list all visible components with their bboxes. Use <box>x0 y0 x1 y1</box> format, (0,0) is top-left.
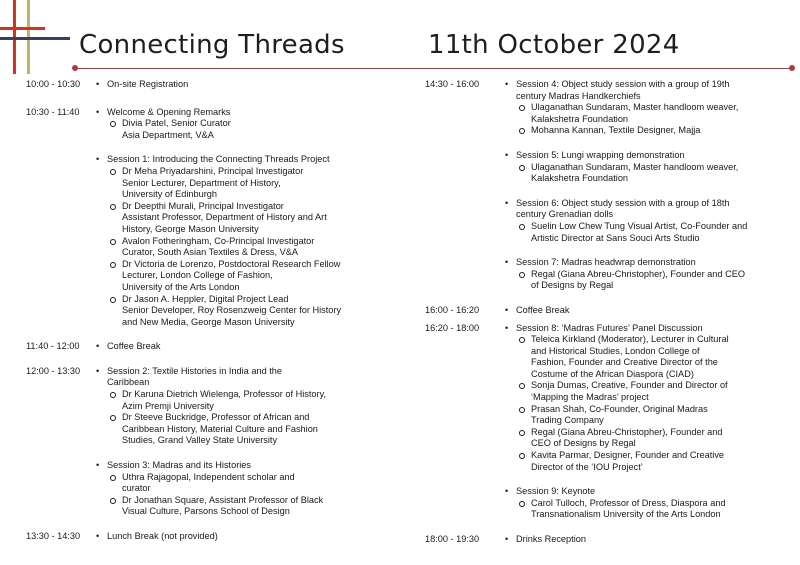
speaker-list <box>505 221 785 244</box>
logo-icon <box>0 0 70 74</box>
speaker-list <box>505 498 785 521</box>
session-title: • Coffee Break <box>96 341 376 353</box>
speaker-list <box>96 389 376 447</box>
schedule-row <box>26 366 376 518</box>
session-list <box>96 531 376 543</box>
session-list <box>505 79 785 292</box>
speaker-item: Carol Tulloch, Professor of Dress, Diaspora and Transnationalism University of the Arts London <box>505 498 785 521</box>
speaker-item: Suelin Low Chew Tung Visual Artist, Co-Founder and Artistic Director at Sans Souci Arts Studio <box>505 221 785 244</box>
speaker-item: Uthra Rajagopal, Independent scholar and curator <box>96 472 376 495</box>
session-title: • Session 6: Object study session with a group of 18th century Grenadian dolls <box>505 198 785 221</box>
session <box>505 198 785 244</box>
session <box>505 305 785 317</box>
speaker-item: Dr Victoria de Lorenzo, Postdoctoral Research Fellow Lecturer, London College of Fashion, University of the Arts London <box>96 259 376 294</box>
schedule-row <box>26 341 376 353</box>
speaker-item: Teleica Kirkland (Moderator), Lecturer in Cultural and Historical Studies, London College of Fashion, Founder and Creative Director of the Costume of the African Diaspora (CIAD) <box>505 334 785 380</box>
session-title: • Session 7: Madras headwrap demonstration <box>505 257 785 269</box>
speaker-list <box>505 162 785 185</box>
session-list <box>505 305 785 317</box>
page-title: Connecting Threads <box>79 30 345 60</box>
session <box>505 79 785 137</box>
speaker-item: Dr Karuna Dietrich Wielenga, Professor of History, Azim Premji University <box>96 389 376 412</box>
speaker-list <box>96 118 376 141</box>
session <box>96 460 376 518</box>
speaker-item: Avalon Fotheringham, Co-Principal Investigator Curator, South Asian Textiles & Dress, V&A <box>96 236 376 259</box>
speaker-item: Prasan Shah, Co-Founder, Original Madras Trading Company <box>505 404 785 427</box>
schedule-row <box>425 305 785 317</box>
session <box>505 257 785 292</box>
time-slot: 16:20 - 18:00 <box>425 322 480 333</box>
session-list <box>96 107 376 329</box>
session-title: • Session 2: Textile Histories in India and the Caribbean <box>96 366 376 389</box>
speaker-item: Sonja Dumas, Creative, Founder and Director of ‘Mapping the Madras’ project <box>505 380 785 403</box>
session-title: • Session 8: ‘Madras Futures’ Panel Discussion <box>505 323 785 335</box>
session-list <box>96 366 376 518</box>
schedule-row <box>425 534 785 546</box>
session <box>96 107 376 142</box>
schedule-row <box>26 107 376 329</box>
speaker-item: Ulaganathan Sundaram, Master handloom weaver, Kalakshetra Foundation <box>505 102 785 125</box>
speaker-list <box>505 102 785 137</box>
session <box>505 486 785 521</box>
session-title: • Session 5: Lungi wrapping demonstration <box>505 150 785 162</box>
divider-dot-right <box>789 65 795 71</box>
speaker-item: Dr Meha Priyadarshini, Principal Investigator Senior Lecturer, Department of History, University of Edinburgh <box>96 166 376 201</box>
time-slot: 13:30 - 14:30 <box>26 531 81 541</box>
speaker-item: Regal (Giana Abreu-Christopher), Founder and CEO of Designs by Regal <box>505 427 785 450</box>
time-slot: 14:30 - 16:00 <box>425 79 480 89</box>
speaker-list <box>96 472 376 518</box>
speaker-list <box>505 269 785 292</box>
session <box>505 534 785 546</box>
speaker-item: Dr Deepthi Murali, Principal Investigator Assistant Professor, Department of History and Art History, George Mason University <box>96 201 376 236</box>
session-list <box>96 341 376 353</box>
session <box>96 366 376 447</box>
speaker-list <box>505 334 785 473</box>
divider-dot-left <box>72 65 78 71</box>
speaker-item: Kavita Parmar, Designer, Founder and Creative Director of the ‘IOU Project’ <box>505 450 785 473</box>
session-title: • On-site Registration <box>96 79 376 91</box>
session-title: • Session 1: Introducing the Connecting Threads Project <box>96 154 376 166</box>
speaker-item: Regal (Giana Abreu-Christopher), Founder and CEO of Designs by Regal <box>505 269 785 292</box>
session-title: • Welcome & Opening Remarks <box>96 107 376 119</box>
session <box>505 323 785 474</box>
schedule-row <box>26 79 376 91</box>
time-slot: 16:00 - 16:20 <box>425 304 480 315</box>
speaker-item: Dr Jonathan Square, Assistant Professor of Black Visual Culture, Parsons School of Design <box>96 495 376 518</box>
speaker-item: Dr Steeve Buckridge, Professor of African and Caribbean History, Material Culture and Fashion Studies, Grand Valley State University <box>96 412 376 447</box>
speaker-item: Mohanna Kannan, Textile Designer, Majja <box>505 125 785 137</box>
header-divider <box>76 68 792 69</box>
time-slot: 10:00 - 10:30 <box>26 79 81 89</box>
session <box>505 150 785 185</box>
session-title: • Drinks Reception <box>505 534 785 546</box>
session-title: • Session 9: Keynote <box>505 486 785 498</box>
session-title: • Coffee Break <box>505 305 785 317</box>
schedule-row <box>26 531 376 543</box>
speaker-list <box>96 166 376 328</box>
time-slot: 18:00 - 19:30 <box>425 534 480 544</box>
session <box>96 341 376 353</box>
session-title: • Session 4: Object study session with a group of 19th century Madras Handkerchiefs <box>505 79 785 102</box>
schedule-column-right <box>425 79 785 546</box>
schedule-row <box>425 323 785 522</box>
schedule-row <box>425 79 785 292</box>
session <box>96 531 376 543</box>
time-slot: 11:40 - 12:00 <box>26 341 80 352</box>
time-slot: 12:00 - 13:30 <box>26 365 81 376</box>
session-list <box>96 79 376 91</box>
session-title: • Session 3: Madras and its Histories <box>96 460 376 472</box>
event-date: 11th October 2024 <box>428 30 680 60</box>
session-list <box>505 534 785 546</box>
speaker-item: Dr Jason A. Heppler, Digital Project Lead Senior Developer, Roy Rosenzweig Center for History and New Media, George Mason University <box>96 294 376 329</box>
time-slot: 10:30 - 11:40 <box>26 106 80 117</box>
session-title: • Lunch Break (not provided) <box>96 531 376 543</box>
session <box>96 79 376 91</box>
session-list <box>505 323 785 522</box>
schedule-column-left <box>26 79 376 543</box>
speaker-item: Divia Patel, Senior Curator Asia Department, V&A <box>96 118 376 141</box>
session <box>96 154 376 328</box>
speaker-item: Ulaganathan Sundaram, Master handloom weaver, Kalakshetra Foundation <box>505 162 785 185</box>
